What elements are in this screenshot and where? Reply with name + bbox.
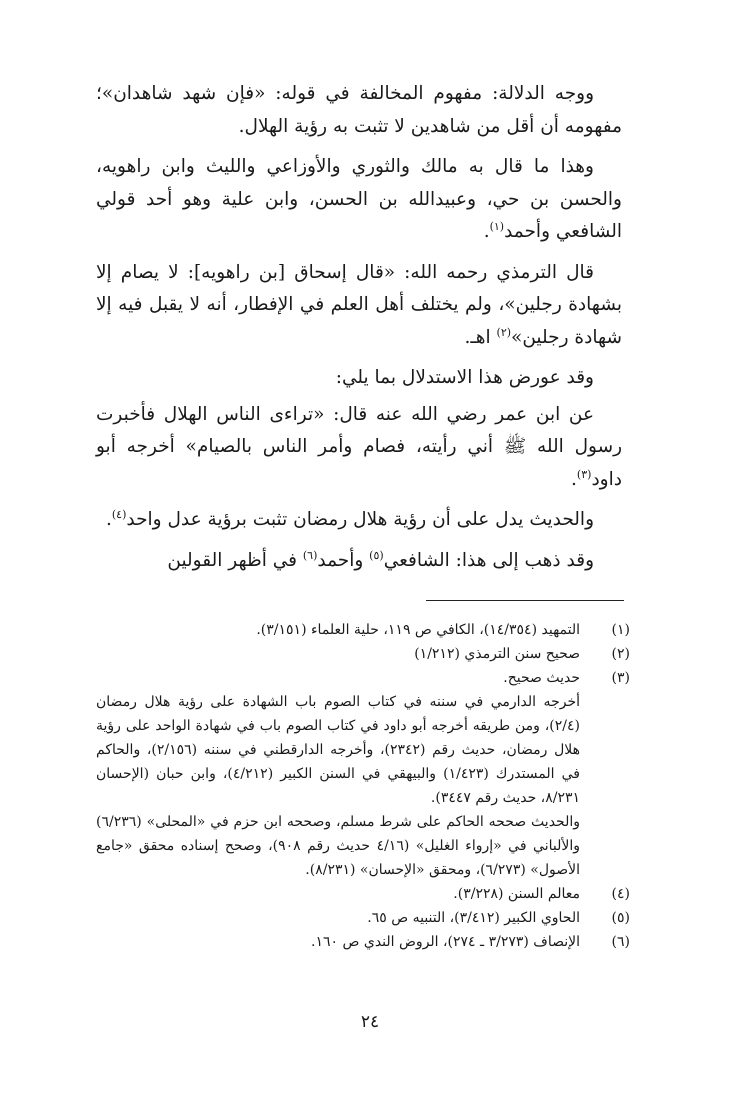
main-text	[96, 78, 622, 585]
paragraph-7-middle: وأحمد	[317, 549, 370, 571]
paragraph-3	[96, 257, 622, 355]
footnote-3	[96, 666, 630, 882]
footnote-text: التمهيد (١٤/٣٥٤)، الكافي ص ١١٩، حلية العلماء (٣/١٥١).	[256, 622, 580, 638]
paragraph-7-end: في أظهر القولين	[167, 549, 303, 571]
footnote-text: الإنصاف (٣/٢٧٣ ـ ٢٧٤)، الروض الندي ص ١٦٠.	[311, 934, 580, 950]
footnote-text: والحديث صححه الحاكم على شرط مسلم، وصححه ابن حزم في «المحلى» (٦/٢٣٦) والألباني في «إرواء الغليل» (٤/١٦ حديث رقم ٩٠٨)، وصحح إسناده محقق «جامع الأصول» (٦/٢٧٣)، ومحقق «الإحسان» (٨/٢٣١).	[96, 814, 580, 878]
paragraph-6-text: والحديث يدل على أن رؤية هلال رمضان تثبت برؤية عدل واحد	[126, 509, 594, 530]
paragraph-1-text: ووجه الدلالة: مفهوم المخالفة في قوله: «فإن شهد شاهدان»؛ مفهومه أن أقل من شاهدين لا تثبت به رؤية الهلال.	[96, 83, 622, 137]
footnote-number: (٥)	[611, 910, 630, 926]
note-ref-2: (٢)	[496, 325, 512, 339]
paragraph-6: والحديث يدل على أن رؤية هلال رمضان تثبت برؤية عدل واحد$^{(٤)}$.	[105, 507, 594, 530]
footnote-number: (١)	[611, 622, 630, 638]
footnote-text: حديث صحيح.	[503, 670, 580, 686]
footnote-text: أخرجه الدارمي في سننه في كتاب الصوم باب الشهادة على رؤية هلال رمضان (٢/٤)، ومن طريقه أخرجه أبو داود في كتاب الصوم باب في شهادة الواحد على رؤية هلال رمضان، حديث رقم (٢٣٤٢)، وأخرجه الدارقطني في سننه (٢/١٥٦)، والحاكم في المستدرك (١/٤٢٣) والبيهقي في السنن الكبير (٤/٢١٢)، وابن حبان (الإحسان ٨/٢٣١، حديث رقم ٣٤٤٧).	[96, 694, 581, 806]
paragraph-3-text: قال الترمذي رحمه الله: «قال إسحاق [بن راهويه]: لا يصام إلا بشهادة رجلين»، ولم يختلف أهل العلم في الإفطار، أنه لا يقبل فيه إلا شهادة رجلين»	[96, 261, 622, 348]
footnote-number: (٢)	[611, 646, 630, 662]
footnote-5	[96, 906, 630, 930]
footnote-number: (٤)	[611, 886, 630, 902]
paragraph-1	[96, 78, 622, 143]
footnote-4	[96, 882, 630, 906]
paragraph-7-text: وقد ذهب إلى هذا: الشافعي	[383, 549, 594, 571]
footnote-text: الحاوي الكبير (٣/٤١٢)، التنبيه ص ٦٥.	[367, 910, 580, 926]
paragraph-5: عن ابن عمر رضي الله عنه قال: «تراءى الناس الهلال فأخبرت رسول الله ﷺ أني رأيته، فصام وأمر الناس بالصيام» أخرجه أبو داود$^{(٣)}$.	[96, 403, 622, 490]
footnotes	[96, 618, 630, 954]
note-ref-4: (٤)	[111, 507, 127, 521]
paragraph-4	[96, 362, 622, 395]
page-number: ٢٤	[360, 1012, 380, 1032]
paragraph-2-text: وهذا ما قال به مالك والثوري والأوزاعي والليث وابن راهويه، والحسن بن حي، وعبيدالله بن الحسن، وابن علية وهو أحد قولي الشافعي وأحمد	[96, 156, 622, 242]
paragraph-5-text: عن ابن عمر رضي الله عنه قال: «تراءى الناس الهلال فأخبرت رسول الله ﷺ أني رأيته، فصام وأمر الناس بالصيام» أخرجه أبو داود	[96, 403, 622, 490]
footnote-2	[96, 642, 630, 666]
footnote-separator	[426, 600, 624, 601]
paragraph-2: وهذا ما قال به مالك والثوري والأوزاعي والليث وابن راهويه، والحسن بن حي، وعبيدالله بن الحسن، وابن علية وهو أحد قولي الشافعي وأحمد$^{(١)}$.	[96, 156, 622, 242]
note-ref-6: (٦)	[302, 548, 318, 562]
note-ref-3: (٣)	[576, 467, 592, 481]
footnote-text: معالم السنن (٣/٢٢٨).	[453, 886, 580, 902]
paragraph-3-suffix: اهـ.	[464, 326, 497, 348]
footnote-number: (٦)	[611, 934, 630, 950]
footnote-1	[96, 618, 630, 642]
footnote-6	[96, 930, 630, 954]
paragraph-4-text: وقد عورض هذا الاستدلال بما يلي:	[335, 367, 594, 388]
footnote-number: (٣)	[611, 670, 630, 686]
note-ref-1: (١)	[489, 219, 505, 233]
footnote-text: صحيح سنن الترمذي (١/٢١٢)	[414, 646, 580, 662]
note-ref-5: (٥)	[369, 548, 384, 562]
paragraph-7	[96, 545, 622, 578]
